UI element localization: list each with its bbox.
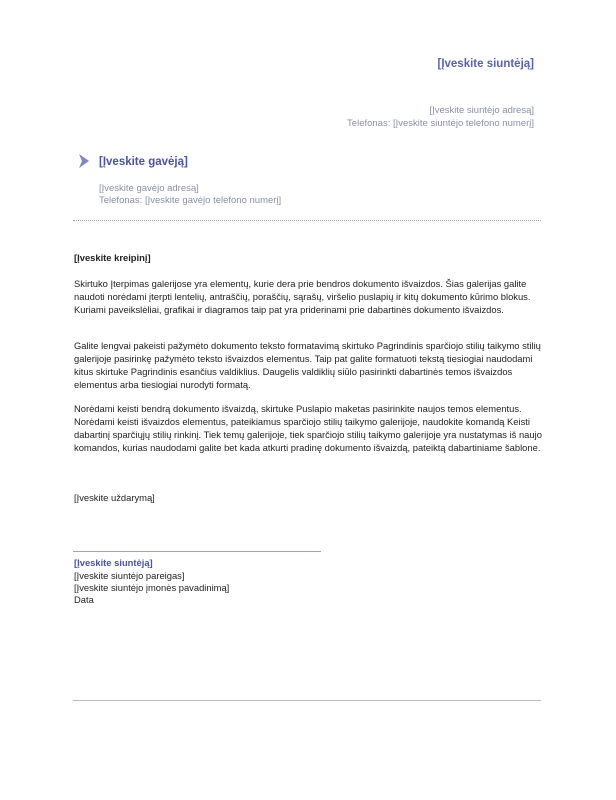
signature-name[interactable]: [Įveskite siuntėją] <box>74 557 153 568</box>
header-divider <box>73 220 541 221</box>
recipient-name[interactable]: [Įveskite gavėją] <box>99 156 188 168</box>
sender-name[interactable]: [Įveskite siuntėją] <box>437 58 534 70</box>
greeting[interactable]: [Įveskite kreipinį] <box>74 252 151 263</box>
recipient-address[interactable]: [Įveskite gavėjo adresą] <box>99 183 199 194</box>
closing[interactable]: [Įveskite uždarymą] <box>74 492 155 503</box>
signature-line <box>73 551 321 552</box>
signature-date[interactable]: Data <box>74 594 94 605</box>
sender-phone[interactable]: Telefonas: [Įveskite siuntėjo telefono numerį] <box>347 118 534 129</box>
body-paragraph-1[interactable]: Skirtuko Įterpimas galerijose yra elementų, kurie dera prie bendros dokumento išvaizdos. Šias galerijas galite naudoti norėdami įterpti lentelių, antraščių, poraščių, sąrašų, viršelio puslapių ir kitų dokumento kūrimo blokus. Kuriami paveikslėliai, grafikai ir diagramos taip pat yra priderinami prie dabartinės dokumento išvaizdos. <box>74 278 531 315</box>
body-paragraph-3[interactable]: Norėdami keisti bendrą dokumento išvaizdą, skirtuke Puslapio maketas pasirinkite naujos temos elementus. Norėdami keisti išvaizdos elementus, pateikiamus sparčiojo stilių taikymo galerijoje, naudokite komandą Keisti dabartinį sparčiųjų stilių rinkinį. Tiek temų galerijoje, tiek sparčiojo stilių taikymo galerijoje yra nustatymas iš naujo komandos, kurias naudodami galite bet kada atkurti pradinę dokumento išvaizdą, pateiktą dabartiniame šablone. <box>74 403 542 453</box>
sender-address[interactable]: [Įveskite siuntėjo adresą] <box>429 105 534 116</box>
arrow-right-icon <box>77 153 91 169</box>
recipient-phone[interactable]: Telefonas: [Įveskite gavėjo telefono numerį] <box>99 195 282 206</box>
footer-divider <box>73 700 541 701</box>
body-paragraph-2[interactable]: Galite lengvai pakeisti pažymėto dokumento teksto formatavimą skirtuko Pagrindinis sparčiojo stilių taikymo stilių galerijoje pasirinkę pažymėto teksto išvaizdos elementus. Taip pat galite formatuoti tekstą tiesiogiai naudodami kitus skirtuke Pagrindinis esančius valdiklius. Daugelis valdiklių siūlo pasirinkti dabartinės temos išvaizdos elementus arba tiesiogiai nurodyti formatą. <box>74 340 541 390</box>
signature-title[interactable]: [Įveskite siuntėjo pareigas] <box>74 570 185 581</box>
signature-company[interactable]: [Įveskite siuntėjo įmonės pavadinimą] <box>74 582 230 593</box>
